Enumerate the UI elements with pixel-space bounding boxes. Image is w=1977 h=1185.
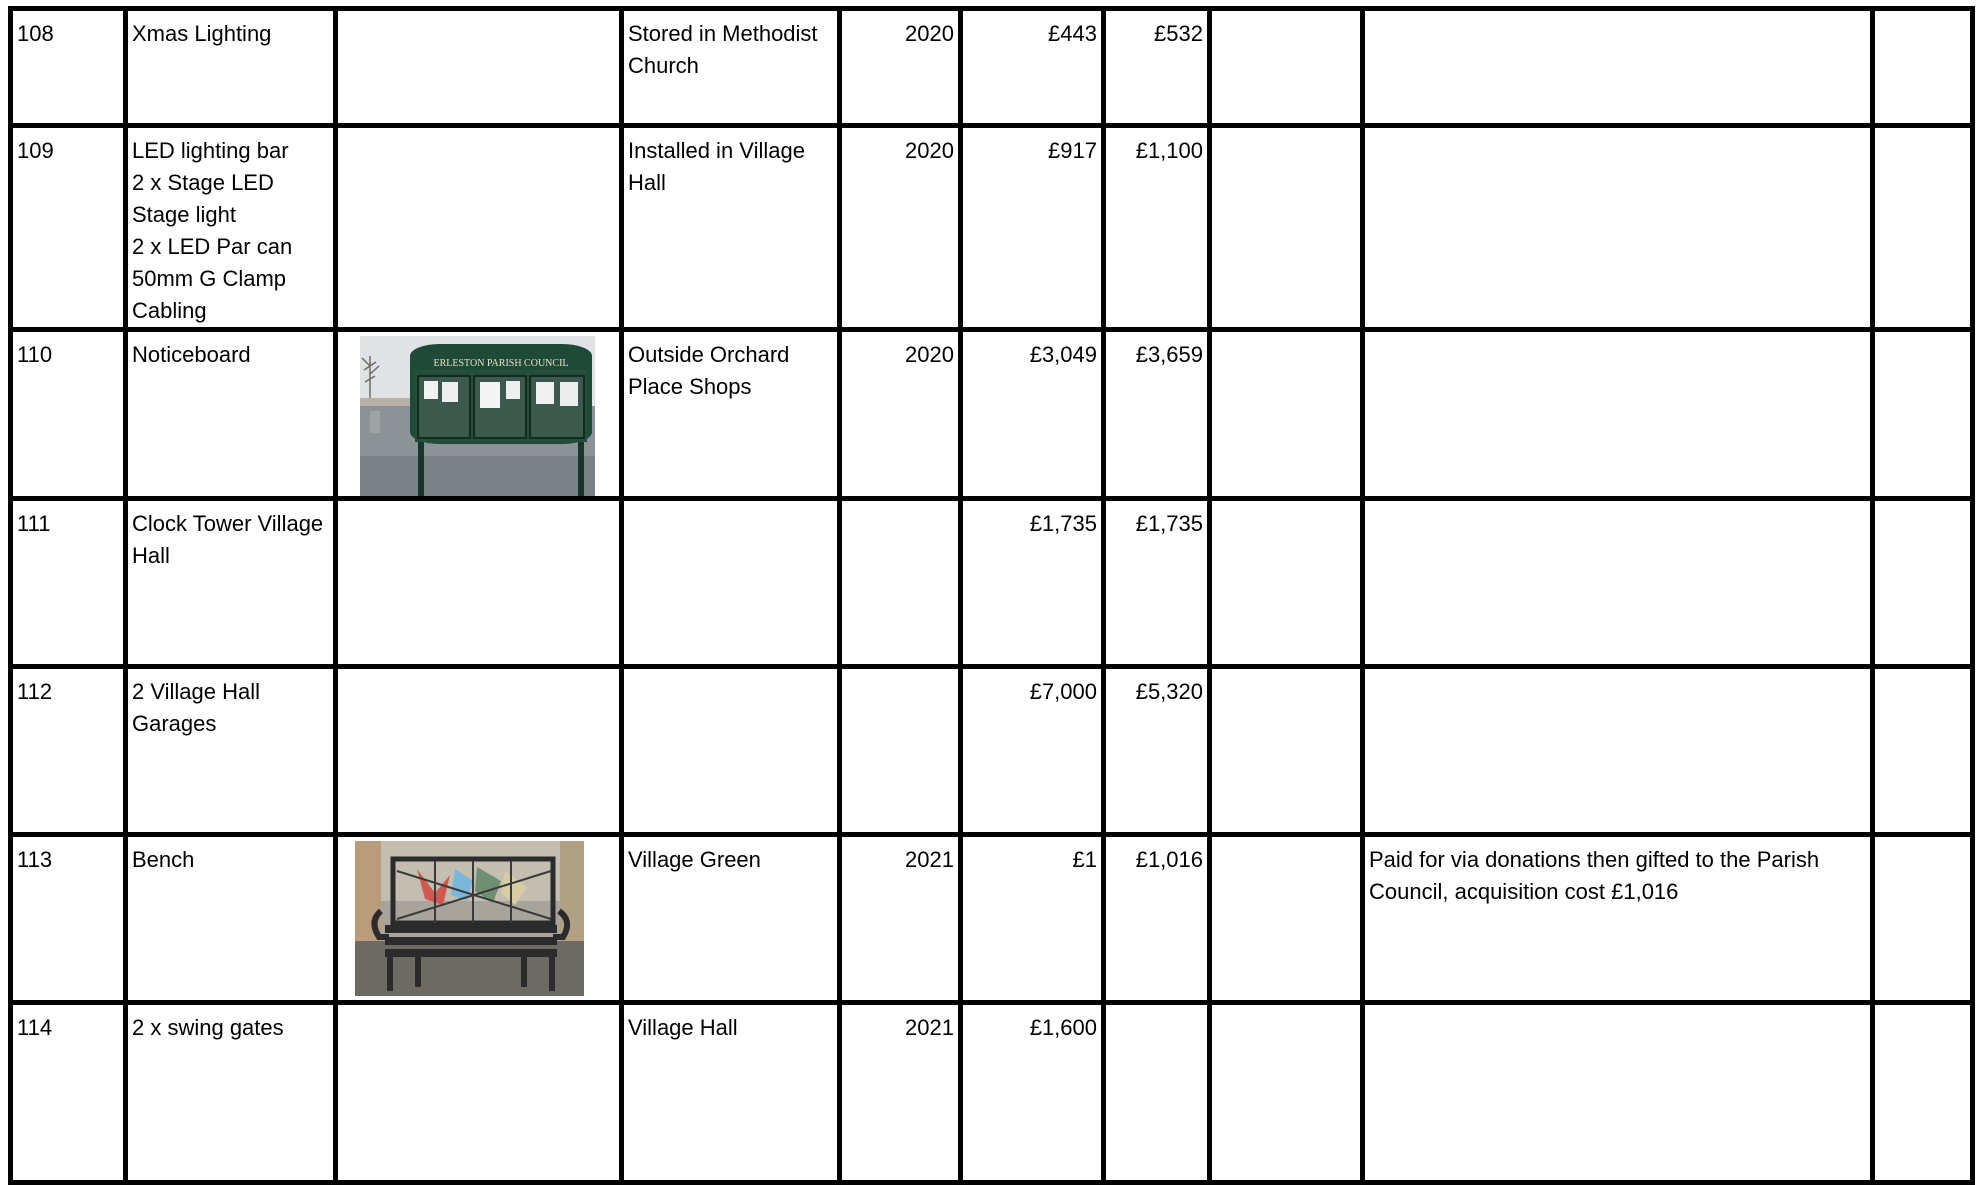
- notes-cell[interactable]: Paid for via donations then gifted to the Parish Council, acquisition cost £1,016: [1363, 835, 1873, 1003]
- table-row: [11, 499, 1973, 667]
- bench-photo: [355, 841, 616, 996]
- asset-number-cell[interactable]: 112: [11, 667, 126, 835]
- item-description-cell[interactable]: [126, 9, 336, 126]
- photo-cell[interactable]: [336, 667, 622, 835]
- blank-cell[interactable]: [1873, 1003, 1973, 1183]
- asset-number-cell[interactable]: 111: [11, 499, 126, 667]
- value-cell[interactable]: £1,016: [1104, 835, 1210, 1003]
- item-description-cell[interactable]: [126, 835, 336, 1003]
- blank-cell[interactable]: [1873, 9, 1973, 126]
- item-line: Xmas Lighting: [132, 21, 272, 46]
- blank-cell[interactable]: [1210, 126, 1363, 330]
- cost-cell[interactable]: £1,735: [961, 499, 1104, 667]
- blank-cell[interactable]: [1210, 499, 1363, 667]
- cost-cell[interactable]: £917: [961, 126, 1104, 330]
- value-cell[interactable]: £1,735: [1104, 499, 1210, 667]
- item-line: 2 x LED Par can: [132, 234, 293, 259]
- blank-cell[interactable]: [1210, 9, 1363, 126]
- year-cell[interactable]: 2021: [840, 1003, 961, 1183]
- value-cell[interactable]: £5,320: [1104, 667, 1210, 835]
- item-description-cell[interactable]: [126, 499, 336, 667]
- year-cell[interactable]: 2021: [840, 835, 961, 1003]
- year-cell[interactable]: [840, 499, 961, 667]
- cost-cell[interactable]: £1: [961, 835, 1104, 1003]
- table-row: [11, 330, 1973, 499]
- item-line: 50mm G Clamp: [132, 266, 287, 291]
- item-line: Bench: [132, 847, 195, 872]
- location-cell[interactable]: Outside Orchard Place Shops: [622, 330, 840, 499]
- photo-cell[interactable]: [336, 499, 622, 667]
- item-line: 2 Village Hall Garages: [132, 679, 261, 736]
- blank-cell[interactable]: [1210, 1003, 1363, 1183]
- blank-cell[interactable]: [1873, 499, 1973, 667]
- notes-cell[interactable]: [1363, 667, 1873, 835]
- table-row: [11, 1003, 1973, 1183]
- location-cell[interactable]: Installed in Village Hall: [622, 126, 840, 330]
- asset-register-table: [8, 6, 1975, 1185]
- photo-cell[interactable]: [336, 835, 622, 1003]
- value-cell[interactable]: £1,100: [1104, 126, 1210, 330]
- item-line: 2 x Stage LED Stage light: [132, 170, 274, 227]
- table-row: [11, 9, 1973, 126]
- asset-number-cell[interactable]: 110: [11, 330, 126, 499]
- noticeboard-photo: [360, 336, 616, 496]
- year-cell[interactable]: 2020: [840, 330, 961, 499]
- blank-cell[interactable]: [1210, 835, 1363, 1003]
- asset-number-cell[interactable]: 113: [11, 835, 126, 1003]
- value-cell[interactable]: [1104, 1003, 1210, 1183]
- blank-cell[interactable]: [1873, 835, 1973, 1003]
- notes-cell[interactable]: [1363, 126, 1873, 330]
- item-description-cell[interactable]: [126, 1003, 336, 1183]
- table-row: [11, 835, 1973, 1003]
- svg-text:ERLESTON PARISH COUNCIL: ERLESTON PARISH COUNCIL: [433, 358, 569, 369]
- location-cell[interactable]: Village Hall: [622, 1003, 840, 1183]
- notes-cell[interactable]: [1363, 9, 1873, 126]
- item-description-cell[interactable]: [126, 126, 336, 330]
- item-line: LED lighting bar: [132, 138, 289, 163]
- item-description-cell[interactable]: [126, 667, 336, 835]
- value-cell[interactable]: £532: [1104, 9, 1210, 126]
- value-cell[interactable]: £3,659: [1104, 330, 1210, 499]
- blank-cell[interactable]: [1210, 667, 1363, 835]
- photo-cell[interactable]: [336, 9, 622, 126]
- blank-cell[interactable]: [1873, 126, 1973, 330]
- location-cell[interactable]: [622, 667, 840, 835]
- year-cell[interactable]: [840, 667, 961, 835]
- asset-number-cell[interactable]: 114: [11, 1003, 126, 1183]
- cost-cell[interactable]: £7,000: [961, 667, 1104, 835]
- location-cell[interactable]: Village Green: [622, 835, 840, 1003]
- item-description-cell[interactable]: [126, 330, 336, 499]
- blank-cell[interactable]: [1210, 330, 1363, 499]
- cost-cell[interactable]: £3,049: [961, 330, 1104, 499]
- photo-cell[interactable]: [336, 1003, 622, 1183]
- year-cell[interactable]: 2020: [840, 9, 961, 126]
- notes-cell[interactable]: [1363, 1003, 1873, 1183]
- year-cell[interactable]: 2020: [840, 126, 961, 330]
- location-cell[interactable]: Stored in Methodist Church: [622, 9, 840, 126]
- table-row: [11, 667, 1973, 835]
- asset-number-cell[interactable]: 109: [11, 126, 126, 330]
- item-line: Noticeboard: [132, 342, 251, 367]
- photo-cell[interactable]: [336, 126, 622, 330]
- item-line: 2 x swing gates: [132, 1015, 284, 1040]
- notes-cell[interactable]: [1363, 499, 1873, 667]
- asset-number-cell[interactable]: 108: [11, 9, 126, 126]
- notes-cell[interactable]: [1363, 330, 1873, 499]
- blank-cell[interactable]: [1873, 667, 1973, 835]
- cost-cell[interactable]: £1,600: [961, 1003, 1104, 1183]
- table-row: [11, 126, 1973, 330]
- blank-cell[interactable]: [1873, 330, 1973, 499]
- photo-cell[interactable]: [336, 330, 622, 499]
- item-line: Clock Tower Village Hall: [132, 511, 324, 568]
- location-cell[interactable]: [622, 499, 840, 667]
- cost-cell[interactable]: £443: [961, 9, 1104, 126]
- item-line: Cabling: [132, 298, 207, 323]
